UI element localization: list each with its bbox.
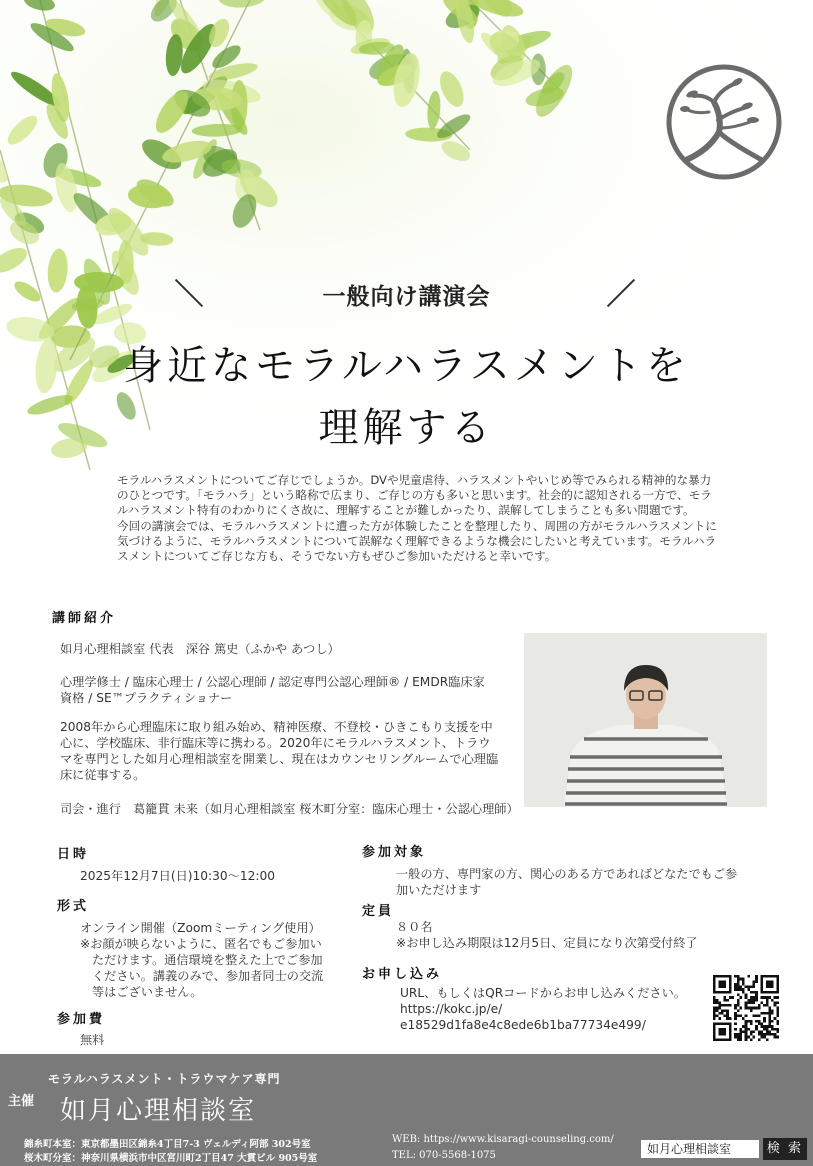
qr-module (768, 996, 771, 999)
qr-module (718, 1017, 721, 1020)
qr-module (766, 1033, 769, 1036)
qr-module (745, 1033, 748, 1036)
speaker-credentials-1: 心理学修士 / 臨床心理士 / 公認心理師 / 認定専門公認心理師® / EMDR臨床家 (60, 675, 485, 689)
event-subtitle: 一般向け講演会 (322, 284, 491, 310)
qr-module (713, 1009, 716, 1012)
qr-module (771, 999, 774, 1002)
qr-module (771, 1033, 774, 1036)
qr-module (776, 1007, 779, 1010)
qr-module (753, 986, 756, 989)
qr-module (747, 999, 750, 1002)
qr-module (739, 1007, 742, 1010)
qr-module (766, 999, 769, 1002)
qr-module (774, 1033, 777, 1036)
format-line: ください。講義のみで、参加者同士の交流 (92, 969, 324, 983)
qr-module (737, 1033, 740, 1036)
title-line-2: 理解する (318, 405, 495, 451)
qr-module (716, 1009, 719, 1012)
qr-module (750, 1001, 753, 1004)
qr-module (774, 1028, 777, 1031)
qr-module (771, 1012, 774, 1015)
qr-module (739, 1036, 742, 1039)
qr-module (758, 1015, 761, 1018)
qr-module (713, 1015, 716, 1018)
qr-module (763, 1025, 766, 1028)
qr-module (729, 996, 732, 999)
qr-module (713, 1001, 716, 1004)
qr-module (776, 1001, 779, 1004)
qr-module (763, 1033, 766, 1036)
qr-module (734, 1028, 737, 1031)
qr-module (729, 1017, 732, 1020)
qr-module (734, 1004, 737, 1007)
qr-module (742, 988, 745, 991)
qr-module (745, 1028, 748, 1031)
target-heading: 参加対象 (362, 845, 427, 860)
qr-module (742, 1017, 745, 1020)
qr-module (761, 1036, 764, 1039)
qr-module (726, 1012, 729, 1015)
qr-module (734, 1017, 737, 1020)
qr-module (766, 1038, 769, 1041)
speaker-bio-line: 床に従事する。 (60, 768, 146, 782)
qr-module (718, 1012, 721, 1015)
qr-module (742, 978, 745, 981)
qr-module (768, 1025, 771, 1028)
date-heading: 日時 (57, 847, 90, 862)
qr-module (753, 1015, 756, 1018)
qr-module (747, 1020, 750, 1023)
apply-instruction: URL、もしくはQRコードからお申し込みください。 (400, 986, 686, 1000)
qr-module (763, 1020, 766, 1023)
qr-module (776, 1009, 779, 1012)
qr-module (745, 1023, 748, 1026)
qr-module (737, 1036, 740, 1039)
qr-module (758, 1030, 761, 1033)
qr-module (734, 1033, 737, 1036)
date-value: 2025年12月7日(日)10:30～12:00 (80, 869, 275, 883)
qr-module (763, 1036, 766, 1039)
capacity-note: ※お申し込み期限は12月5日、定員になり次第受付終了 (396, 936, 698, 950)
qr-module (774, 1036, 777, 1039)
qr-module (771, 1020, 774, 1023)
qr-module (745, 1004, 748, 1007)
qr-module (734, 1023, 737, 1026)
qr-module (737, 1038, 740, 1041)
qr-module (747, 1001, 750, 1004)
qr-module (768, 1009, 771, 1012)
qr-module (766, 1030, 769, 1033)
qr-module (713, 1012, 716, 1015)
qr-module (758, 1004, 761, 1007)
qr-module (753, 996, 756, 999)
title-line-1: 身近なモラルハラスメントを (123, 343, 690, 389)
qr-module (726, 1009, 729, 1012)
qr-module (750, 1020, 753, 1023)
format-line: 等はございません。 (92, 985, 203, 999)
qr-module (750, 991, 753, 994)
qr-module (755, 1020, 758, 1023)
qr-module (774, 996, 777, 999)
qr-module (750, 1033, 753, 1036)
qr-module (758, 1020, 761, 1023)
qr-module (739, 978, 742, 981)
qr-module (750, 996, 753, 999)
qr-module (747, 1028, 750, 1031)
qr-module (761, 1023, 764, 1026)
qr-module (758, 1007, 761, 1010)
qr-module (739, 996, 742, 999)
intro-paragraph-1: モラルハラスメントについてご存じでしょうか。DVや児童虐待、ハラスメントやいじめ等でみられる精神的な暴力のひとつです。「モラハラ」という略称で広まり、ご存じの方も多いと思います。社会的に認知される一方で、モラルハラスメント特有のわかりにくさ故に、理解することが難しかったり、誤解してしまうことも多い問題です。 (117, 473, 712, 518)
qr-module (755, 1025, 758, 1028)
qr-module (737, 978, 740, 981)
qr-module (750, 1030, 753, 1033)
qr-module (713, 999, 716, 1002)
qr-module (734, 983, 737, 986)
qr-module (776, 1012, 779, 1015)
qr-module (776, 1015, 779, 1018)
qr-module (753, 1001, 756, 1004)
qr-module (737, 983, 740, 986)
qr-module (734, 1007, 737, 1010)
qr-module (755, 1028, 758, 1031)
qr-module (734, 975, 737, 978)
format-line: ただけます。通信環境を整えた上でご参加 (92, 953, 323, 967)
qr-module (742, 1025, 745, 1028)
qr-module (734, 1036, 737, 1039)
qr-module (766, 1025, 769, 1028)
speaker-heading: 講師紹介 (52, 611, 117, 626)
qr-module (766, 996, 769, 999)
fee-heading: 参加費 (57, 1012, 106, 1027)
qr-module (763, 1004, 766, 1007)
qr-module (737, 988, 740, 991)
qr-module (739, 1015, 742, 1018)
qr-module (737, 1004, 740, 1007)
qr-module (753, 991, 756, 994)
qr-module (718, 1004, 721, 1007)
event-title (0, 335, 813, 459)
qr-module (776, 1023, 779, 1026)
footer-web[interactable]: WEB: https://www.kisaragi-counseling.com/ (392, 1134, 614, 1145)
qr-module (726, 1004, 729, 1007)
qr-module (739, 1033, 742, 1036)
qr-module (734, 988, 737, 991)
apply-url[interactable]: e18529d1fa8e4c8ede6b1ba77734e499/ (400, 1018, 646, 1032)
qr-module (755, 991, 758, 994)
intro-text (117, 473, 717, 564)
qr-module (761, 1025, 764, 1028)
qr-module (726, 1017, 729, 1020)
qr-module (753, 1007, 756, 1010)
qr-module (763, 1017, 766, 1020)
qr-module (755, 999, 758, 1002)
qr-module (737, 980, 740, 983)
qr-module (747, 988, 750, 991)
qr-module (750, 1038, 753, 1041)
qr-module (766, 1028, 769, 1031)
qr-module (755, 975, 758, 978)
qr-module (776, 1028, 779, 1031)
qr-module (737, 999, 740, 1002)
footer-address-1: 錦糸町本室：東京都墨田区錦糸4丁目7-3 ヴェルディ阿部 302号室 (24, 1139, 311, 1150)
qr-module (771, 1028, 774, 1031)
qr-module (718, 1001, 721, 1004)
qr-module (742, 983, 745, 986)
speaker-credentials-2: 資格 / SE™プラクティショナー (60, 691, 233, 705)
target-line: 加いただけます (396, 883, 482, 897)
qr-module (753, 983, 756, 986)
qr-module (776, 1030, 779, 1033)
speaker-name: 如月心理相談室 代表 深谷 篤史（ふかや あつし） (60, 642, 340, 656)
capacity-value: ８０名 (396, 920, 433, 934)
qr-module (745, 1020, 748, 1023)
qr-module (747, 975, 750, 978)
qr-module (768, 1030, 771, 1033)
qr-module (724, 1009, 727, 1012)
qr-module (716, 999, 719, 1002)
qr-module (737, 1015, 740, 1018)
qr-module (761, 1033, 764, 1036)
qr-module (774, 1004, 777, 1007)
qr-module (726, 999, 729, 1002)
qr-module (776, 996, 779, 999)
qr-module (745, 1030, 748, 1033)
qr-module (745, 1025, 748, 1028)
qr-module (737, 1009, 740, 1012)
moderator: 司会・進行 葛籠貫 未来（如月心理相談室 桜木町分室：臨床心理士・公認心理師） (60, 802, 519, 816)
format-line: ※お顔が映らないように、匿名でもご参加い (80, 937, 322, 951)
qr-module (761, 1001, 764, 1004)
tree-logo-icon (664, 62, 784, 182)
search-button[interactable]: 検 索 (763, 1138, 807, 1160)
qr-module (753, 999, 756, 1002)
qr-module (771, 1009, 774, 1012)
qr-module (747, 986, 750, 989)
apply-heading: お申し込み (362, 967, 443, 982)
qr-module (745, 986, 748, 989)
qr-module (718, 1007, 721, 1010)
qr-module (768, 1033, 771, 1036)
qr-module (768, 1007, 771, 1010)
qr-module (724, 999, 727, 1002)
qr-module (747, 1007, 750, 1010)
qr-module (745, 1007, 748, 1010)
footer-specialty: モラルハラスメント・トラウマケア専門 (48, 1072, 281, 1086)
qr-module (766, 1004, 769, 1007)
qr-module (750, 986, 753, 989)
speaker-bio-line: マを専門とした如月心理相談室を開業し、現在はカウンセリングルームで心理臨 (60, 752, 499, 766)
qr-module (734, 1012, 737, 1015)
qr-module (755, 1015, 758, 1018)
qr-module (768, 1017, 771, 1020)
qr-module (750, 1009, 753, 1012)
qr-module (761, 1012, 764, 1015)
qr-module (768, 1012, 771, 1015)
qr-module (737, 975, 740, 978)
qr-module (739, 1028, 742, 1031)
qr-module (742, 1030, 745, 1033)
qr-module (755, 996, 758, 999)
qr-finder (718, 1028, 726, 1036)
qr-module (763, 1028, 766, 1031)
footer-address-2: 桜木町分室：神奈川県横浜市中区宮川町2丁目47 大貫ビル 905号室 (24, 1153, 318, 1164)
qr-code[interactable] (713, 975, 779, 1041)
speaker-photo (524, 633, 767, 807)
qr-module (753, 1036, 756, 1039)
search-box[interactable]: 如月心理相談室 (641, 1140, 759, 1158)
qr-module (768, 1020, 771, 1023)
qr-module (713, 1017, 716, 1020)
qr-module (721, 1004, 724, 1007)
footer-tel: TEL: 070-5568-1075 (392, 1150, 496, 1161)
qr-module (766, 1012, 769, 1015)
target-line: 一般の方、専門家の方、関心のある方であればどなたでもご参 (396, 867, 738, 881)
qr-module (771, 1025, 774, 1028)
qr-module (729, 1004, 732, 1007)
qr-module (716, 1007, 719, 1010)
apply-url[interactable]: https://kokc.jp/e/ (400, 1002, 503, 1016)
qr-module (768, 1015, 771, 1018)
qr-module (739, 1030, 742, 1033)
speaker-bio-line: 心に、学校臨床、非行臨床等に携わる。2020年にモラルハラスメント、トラウ (60, 736, 491, 750)
qr-module (739, 988, 742, 991)
qr-module (724, 996, 727, 999)
format-line: オンライン開催（Zoomミーティング使用） (80, 921, 321, 935)
qr-module (750, 1007, 753, 1010)
qr-module (716, 1015, 719, 1018)
qr-module (774, 1017, 777, 1020)
qr-module (745, 1036, 748, 1039)
qr-module (776, 1020, 779, 1023)
qr-finder (718, 980, 726, 988)
qr-module (721, 1012, 724, 1015)
qr-module (739, 986, 742, 989)
qr-module (758, 1033, 761, 1036)
qr-module (713, 1007, 716, 1010)
qr-module (726, 1015, 729, 1018)
qr-module (747, 1036, 750, 1039)
qr-module (753, 980, 756, 983)
qr-module (745, 1015, 748, 1018)
footer-org-name: 如月心理相談室 (60, 1096, 257, 1126)
qr-module (745, 996, 748, 999)
qr-module (731, 996, 734, 999)
qr-module (737, 986, 740, 989)
qr-module (763, 1012, 766, 1015)
qr-module (758, 1038, 761, 1041)
qr-module (755, 980, 758, 983)
qr-module (761, 996, 764, 999)
qr-module (724, 1004, 727, 1007)
format-heading: 形式 (57, 899, 90, 914)
qr-module (713, 996, 716, 999)
qr-module (742, 991, 745, 994)
qr-module (737, 993, 740, 996)
qr-module (755, 1007, 758, 1010)
qr-module (745, 993, 748, 996)
qr-module (768, 1023, 771, 1026)
qr-module (745, 1038, 748, 1041)
qr-module (721, 1009, 724, 1012)
qr-finder (766, 980, 774, 988)
qr-module (776, 1036, 779, 1039)
qr-module (750, 1023, 753, 1026)
qr-module (734, 1015, 737, 1018)
qr-module (750, 999, 753, 1002)
qr-module (737, 1001, 740, 1004)
qr-module (761, 1030, 764, 1033)
subtitle-area (0, 268, 813, 312)
intro-paragraph-2: 今回の講演会では、モラルハラスメントに遭った方が体験したことを整理したり、周囲の方がモラルハラスメントに気づけるように、モラルハラスメントについて誤解なく理解できるような機会にしたいと考えています。モラルハラスメントについてご存じな方も、そうでない方もぜひご参加いただけると幸いです。 (117, 518, 717, 564)
qr-module (745, 1001, 748, 1004)
fee-value: 無料 (80, 1033, 105, 1047)
qr-module (742, 980, 745, 983)
qr-module (766, 1001, 769, 1004)
qr-module (724, 1015, 727, 1018)
qr-module (755, 978, 758, 981)
speaker-bio-line: 2008年から心理臨床に取り組み始め、精神医療、不登校・ひきこもり支援を中 (60, 720, 493, 734)
qr-module (734, 986, 737, 989)
qr-module (755, 993, 758, 996)
capacity-heading: 定員 (362, 904, 395, 919)
qr-module (763, 996, 766, 999)
qr-module (774, 1001, 777, 1004)
qr-module (716, 1001, 719, 1004)
qr-module (758, 1023, 761, 1026)
qr-module (739, 1038, 742, 1041)
qr-module (753, 1030, 756, 1033)
footer-host-label: 主催 (8, 1094, 35, 1109)
